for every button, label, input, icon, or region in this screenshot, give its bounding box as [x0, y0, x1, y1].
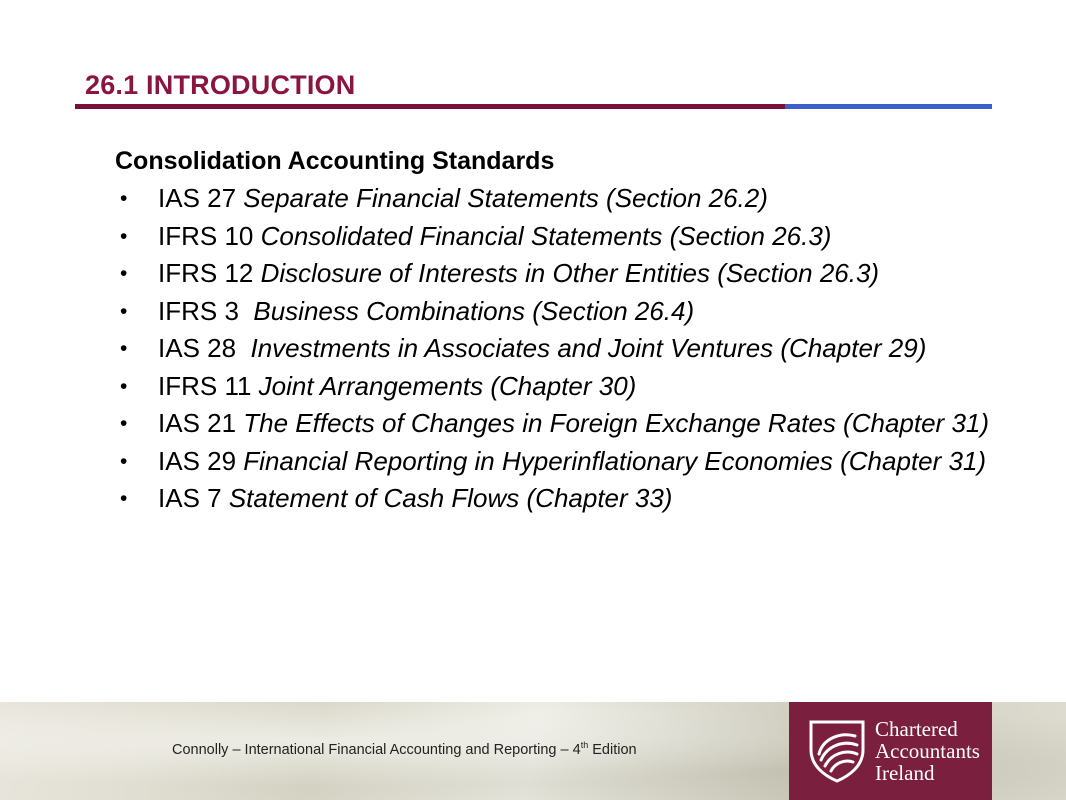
- standard-code: IAS 27: [158, 183, 244, 213]
- list-item: [115, 219, 998, 255]
- standard-title: Statement of Cash Flows (Chapter 33): [228, 483, 673, 513]
- bullet-icon: •: [120, 224, 128, 248]
- bullet-icon: •: [120, 412, 128, 435]
- brand-logo: [789, 702, 992, 800]
- footer-citation-main: Connolly – International Financial Accounting and Reporting – 4: [172, 741, 581, 758]
- standard-code: IAS 29: [158, 445, 244, 476]
- bullet-icon: •: [120, 374, 128, 398]
- logo-wordmark: [875, 718, 980, 784]
- standard-code: IFRS 3: [158, 295, 254, 326]
- standards-list: [115, 181, 1015, 517]
- footer-bar: [0, 702, 1066, 800]
- list-item: [115, 256, 998, 292]
- list-item: [115, 444, 998, 480]
- logo-line-1: Chartered: [875, 717, 958, 741]
- standard-code: IAS 28: [158, 333, 251, 363]
- list-item: [115, 331, 998, 367]
- standard-title: Joint Arrangements (Chapter 30): [258, 370, 637, 401]
- standard-title: Disclosure of Interests in Other Entities (Section 26.3): [260, 258, 880, 288]
- standard-title: Investments in Associates and Joint Ventures (Chapter 29): [250, 333, 927, 363]
- standard-code: IFRS 12: [158, 258, 261, 288]
- footer-citation-end: Edition: [588, 741, 637, 758]
- logo-line-3: Ireland: [875, 761, 935, 785]
- bullet-icon: •: [120, 187, 128, 210]
- title-rule-maroon: [75, 104, 785, 109]
- standard-title: Business Combinations (Section 26.4): [253, 295, 695, 326]
- slide-title: 26.1 INTRODUCTION: [85, 70, 356, 100]
- subheading: Consolidation Accounting Standards: [115, 147, 555, 175]
- list-item: [115, 481, 998, 517]
- standard-code: IAS 21: [158, 408, 244, 438]
- standard-title: Financial Reporting in Hyperinflationary Economies (Chapter 31): [243, 445, 987, 476]
- bullet-icon: •: [120, 487, 128, 510]
- slide-content: [115, 143, 1015, 519]
- title-rule-blue: [785, 104, 992, 109]
- shield-swirl-icon: [807, 718, 867, 784]
- standard-code: IAS 7: [158, 483, 229, 513]
- bullet-icon: •: [120, 299, 128, 323]
- standard-title: Consolidated Financial Statements (Section 26.3): [260, 220, 832, 251]
- list-item: [115, 406, 998, 442]
- bullet-icon: •: [120, 449, 128, 473]
- footer-citation-sup: th: [580, 740, 589, 750]
- bullet-icon: •: [120, 337, 128, 360]
- standard-code: IFRS 10: [158, 220, 261, 251]
- footer-citation: [172, 740, 637, 758]
- list-item: [115, 181, 998, 217]
- logo-line-2: Accountants: [875, 739, 980, 763]
- list-item: [115, 294, 998, 330]
- standard-title: Separate Financial Statements (Section 26.2): [243, 183, 768, 213]
- standard-title: The Effects of Changes in Foreign Exchange Rates (Chapter 31): [243, 408, 990, 438]
- list-item: [115, 369, 998, 405]
- bullet-icon: •: [120, 262, 128, 285]
- standard-code: IFRS 11: [158, 370, 259, 401]
